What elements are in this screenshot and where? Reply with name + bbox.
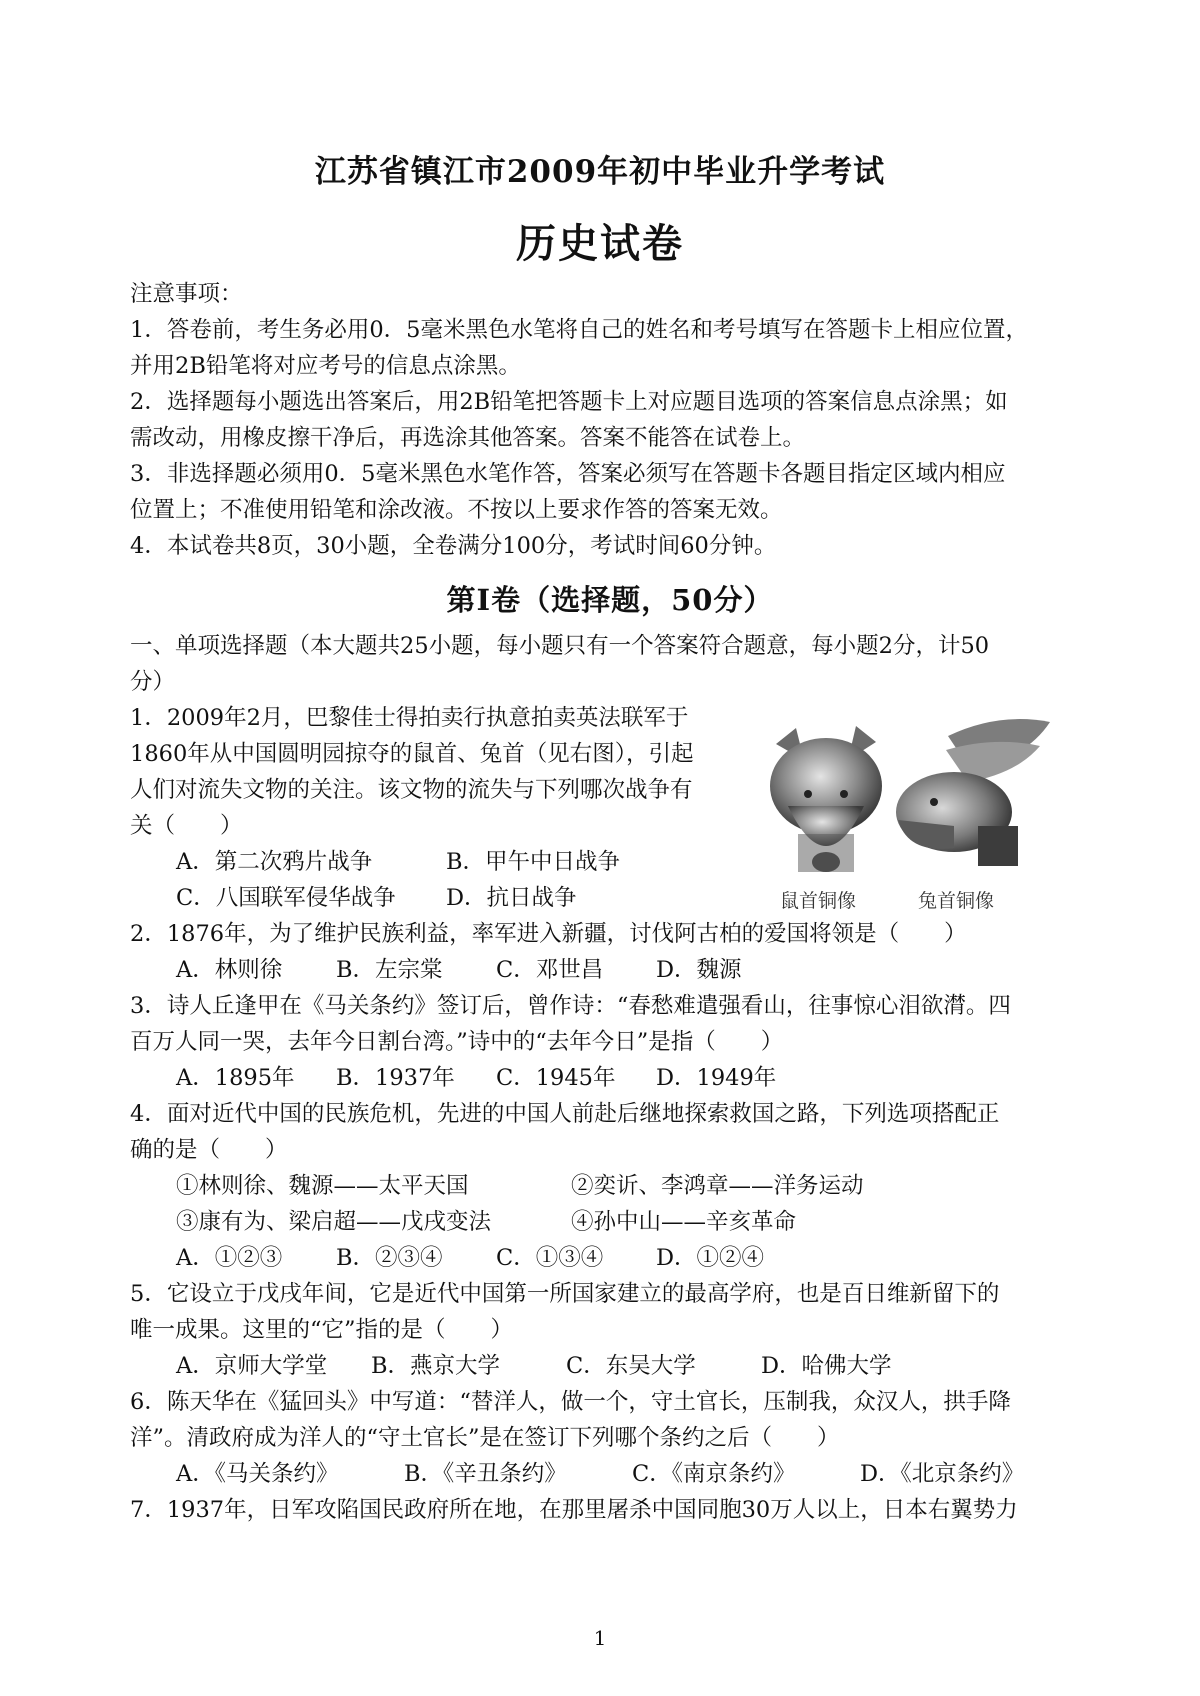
page-number: 1 xyxy=(593,1626,607,1650)
notice-line: 需改动，用橡皮擦干净后，再选涂其他答案。答案不能答在试卷上。 xyxy=(130,425,806,451)
notice-heading: 注意事项： xyxy=(130,281,243,307)
option-a: A．1895年 xyxy=(176,1065,295,1091)
figure-caption-rabbit: 兔首铜像 xyxy=(918,890,995,912)
exam-subtitle: 历史试卷 xyxy=(516,220,684,267)
option-c: C．东吴大学 xyxy=(566,1353,696,1379)
question-line: 洋”。清政府成为洋人的“守土官长”是在签订下列哪个条约之后（ ） xyxy=(130,1425,840,1451)
option-d: D．抗日战争 xyxy=(446,885,577,911)
question-7: 7．1937年，日军攻陷国民政府所在地，在那里屠杀中国同胞30万人以上，日本右翼势力 xyxy=(130,1497,1018,1523)
bronze-heads-illustration xyxy=(758,716,1058,886)
question-line: 人们对流失文物的关注。该文物的流失与下列哪次战争有 xyxy=(130,777,693,803)
section-title: 第Ⅰ卷（选择题，50分） xyxy=(446,583,774,617)
option-c: C．八国联军侵华战争 xyxy=(176,885,396,911)
figure-caption-rat: 鼠首铜像 xyxy=(780,890,857,912)
option-a: A．《马关条约》 xyxy=(176,1461,339,1487)
sub-item: ②奕䜣、李鸿章——洋务运动 xyxy=(571,1173,864,1199)
question-3: 3．诗人丘逢甲在《马关条约》签订后，曾作诗：“春愁难遣强看山，往事惊心泪欲潸。四 xyxy=(130,993,1011,1019)
option-d: D．《北京条约》 xyxy=(860,1461,1025,1487)
question-line: 1．2009年2月，巴黎佳士得拍卖行执意拍卖英法联军于 xyxy=(130,705,689,731)
notice-line: 4．本试卷共8页，30小题，全卷满分100分，考试时间60分钟。 xyxy=(130,533,777,559)
notice-line: 位置上；不准使用铅笔和涂改液。不按以上要求作答的答案无效。 xyxy=(130,497,783,523)
option-d: D．哈佛大学 xyxy=(761,1353,892,1379)
option-b: B．甲午中日战争 xyxy=(446,849,621,875)
rabbit-head-icon xyxy=(896,719,1050,866)
question-1 xyxy=(130,700,730,844)
option-c: C．1945年 xyxy=(496,1065,616,1091)
option-b: B．《辛丑条约》 xyxy=(404,1461,567,1487)
question-4-items xyxy=(130,1168,1090,1204)
question-4-options xyxy=(130,1240,1090,1276)
question-6-options xyxy=(130,1456,1090,1492)
sub-item: ①林则徐、魏源——太平天国 xyxy=(176,1173,469,1199)
question-line: 唯一成果。这里的“它”指的是（ ） xyxy=(130,1317,514,1343)
option-b: B．左宗棠 xyxy=(336,957,443,983)
section-intro: 分） xyxy=(130,669,176,695)
option-b: B．燕京大学 xyxy=(371,1353,501,1379)
option-d: D．①②④ xyxy=(656,1245,765,1271)
question-5-options xyxy=(130,1348,1090,1384)
rat-head-icon xyxy=(770,726,882,872)
sub-item: ④孙中山——辛亥革命 xyxy=(571,1209,797,1235)
question-line: 确的是（ ） xyxy=(130,1137,288,1163)
notice-line: 1．答卷前，考生务必用0．5毫米黑色水笔将自己的姓名和考号填写在答题卡上相应位置， xyxy=(130,317,1028,343)
question-line: 百万人同一哭，去年今日割台湾。”诗中的“去年今日”是指（ ） xyxy=(130,1029,784,1055)
option-c: C．邓世昌 xyxy=(496,957,604,983)
question-4: 4．面对近代中国的民族危机，先进的中国人前赴后继地探索救国之路，下列选项搭配正 xyxy=(130,1101,1000,1127)
question-2: 2．1876年，为了维护民族利益，率军进入新疆，讨伐阿古柏的爱国将领是（ ） xyxy=(130,921,967,947)
notice-line: 3．非选择题必须用0．5毫米黑色水笔作答，答案必须写在答题卡各题目指定区域内相应 xyxy=(130,461,1006,487)
option-b: B．②③④ xyxy=(336,1245,443,1271)
question-6: 6．陈天华在《猛回头》中写道：“替洋人，做一个，守土官长，压制我，众汉人，拱手降 xyxy=(130,1389,1011,1415)
section-intro: 一、单项选择题（本大题共25小题，每小题只有一个答案符合题意，每小题2分，计50 xyxy=(130,633,990,659)
option-b: B．1937年 xyxy=(336,1065,455,1091)
sub-item: ③康有为、梁启超——戊戌变法 xyxy=(176,1209,492,1235)
option-a: A．京师大学堂 xyxy=(176,1353,328,1379)
option-c: C．《南京条约》 xyxy=(632,1461,796,1487)
option-d: D．1949年 xyxy=(656,1065,777,1091)
option-a: A．第二次鸦片战争 xyxy=(176,849,373,875)
notice-line: 并用2B铅笔将对应考号的信息点涂黑。 xyxy=(130,353,521,379)
exam-title: 江苏省镇江市2009年初中毕业升学考试 xyxy=(314,154,886,190)
option-a: A．林则徐 xyxy=(176,957,283,983)
option-a: A．①②③ xyxy=(176,1245,283,1271)
bronze-heads-figure xyxy=(758,716,1058,916)
question-3-options xyxy=(130,1060,1090,1096)
notice-line: 2．选择题每小题选出答案后，用2B铅笔把答题卡上对应题目选项的答案信息点涂黑；如 xyxy=(130,389,1008,415)
question-4-items xyxy=(130,1204,1090,1240)
option-c: C．①③④ xyxy=(496,1245,604,1271)
option-d: D．魏源 xyxy=(656,957,742,983)
question-5: 5．它设立于戊戌年间，它是近代中国第一所国家建立的最高学府，也是百日维新留下的 xyxy=(130,1281,1000,1307)
question-line: 1860年从中国圆明园掠夺的鼠首、兔首（见右图），引起 xyxy=(130,741,694,767)
question-2-options xyxy=(130,952,1090,988)
question-line: 关（ ） xyxy=(130,813,243,839)
